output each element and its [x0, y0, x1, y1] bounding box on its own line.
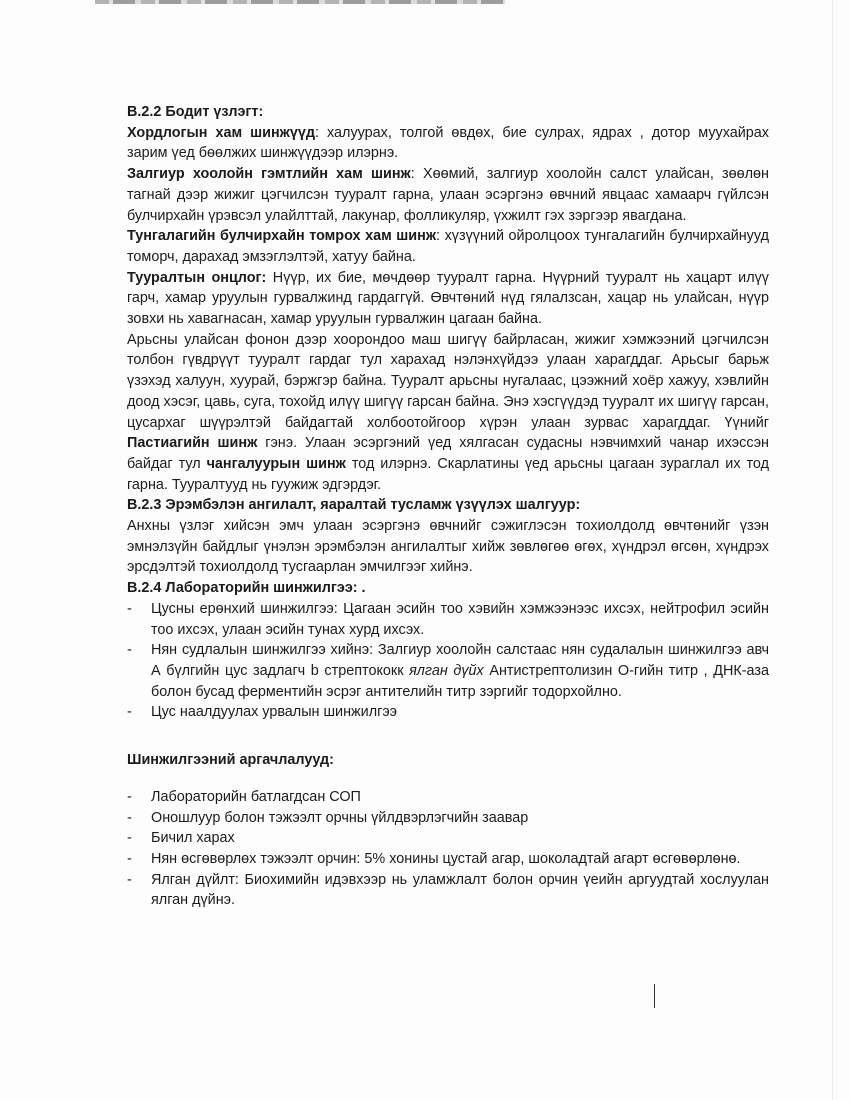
section-heading-b24: В.2.4 Лабораторийн шинжилгээ: .	[127, 580, 366, 597]
term-rash-features: Тууралтын онцлог:	[127, 269, 267, 286]
term-lymph-node: Тунгалагийн булчирхайн томрох хам шинж	[127, 228, 437, 245]
term-pastia-sign: Пастиагийн шинж	[127, 435, 258, 452]
list-item: - Ялган дүйлт: Биохимийн идэвхээр нь уламжлалт болон орчин үеийн аргуудтай хослуулан ялган дүйнэ.	[127, 871, 769, 909]
list-item: - Нян өсгөвөрлөх тэжээлт орчин: 5% хонины цустай агар, шоколадтай агарт өсгөвөрлөнө.	[127, 850, 741, 867]
term-tourniquet-sign: чангалуурын шинж	[206, 455, 346, 472]
paragraph-throat-lesion: Залгиур хоолойн гэмтлийн хам шинж: Хөөмий, залгиур хоолойн салст улайсан, зөөлөн тагнай дээр жижиг цэгчилсэн тууралт гарна, улаан эсэргэнэ өвчний явцаас хамаарч гүйлсэн булчирхайн үрэвсэл улайлттай, лакунар, фолликуляр, үхжилт гэх зэргээр явагдана.	[127, 166, 769, 224]
section-heading-b22: В.2.2 Бодит үзлэгт:	[127, 104, 264, 120]
text-cursor	[654, 984, 655, 1008]
lab-tests-list	[127, 599, 769, 723]
italic-differentiation: ялган дүйх	[409, 662, 484, 679]
spacer	[127, 723, 769, 750]
paragraph-lymph-node: Тунгалагийн булчирхайн томрох хам шинж: хүзүүний ойролцоох тунгалагийн булчирхайнууд томорч, дарахад эмзэглэлтэй, хатуу байна.	[127, 228, 769, 265]
section-heading-methods: Шинжилгээний аргачлалууд:	[127, 752, 334, 769]
paragraph-triage: Анхны үзлэг хийсэн эмч улаан эсэргэнэ өвчнийг сэжиглэсэн тохиолдолд өвчтөнийг үзэн эмнэлзүйн байдлыг үнэлэн эрэмбэлэн ангилалтыг хийж зөвлөгөө өгөх, хүндрэл өгсөн, хүндрэх эрсдэлтэй тохиолдолд тусгаарлан эмчилгээг хийнэ.	[127, 518, 769, 576]
methods-list	[127, 787, 769, 911]
section-heading-b23: В.2.3 Эрэмбэлэн ангилалт, яаралтай тусламж үзүүлэх шалгуур:	[127, 497, 581, 514]
list-item: - Лабораторийн батлагдсан СОП	[127, 788, 361, 805]
list-item: - Оношлуур болон тэжээлт орчны үйлдвэрлэгчийн заавар	[127, 809, 529, 826]
list-item: - Цусны ерөнхий шинжилгээ: Цагаан эсийн тоо хэвийн хэмжээнээс ихсэх, нейтрофил эсийн тоо ихсэх, улаан эсийн тунах хурд ихсэх.	[127, 600, 769, 638]
paragraph-skin-rash: Арьсны улайсан фонон дээр хоорондоо маш шигүү байрласан, жижиг хэмжээний цэгчилсэн толбон гүвдрүүт тууралт гардаг тул харахад нэлэнхүйдээ улаан харагддаг. Арьсыг барьж үзэхэд халуун, хуурай, бэржгэр байна. Тууралт арьсны нугалаас, цээжний хоёр хажуу, хэвлийн доод хэсэг, цавь, суга, тохойд илүү шигүү гарсан байна. Энэ хэсгүүдэд тууралт их шигүү гарсан, цусархаг шүүрэлтэй байдагтай холбоотойгоор хүрэн улаан зурвас харагддаг. Үүнийг Пастиагийн шинж гэнэ. Улаан эсэргэний үед хялгасан судасны нэвчимхий чанар ихэссэн байдаг тул чангалуурын шинж тод илэрнэ. Скарлатины үед арьсны цагаан зураглал их тод гарна. Тууралтууд нь гуужиж эдгэрдэг.	[127, 331, 769, 493]
term-throat-lesion: Залгиур хоолойн гэмтлийн хам шинж	[127, 166, 411, 183]
list-item: - Цус наалдуулах урвалын шинжилгээ	[127, 704, 398, 721]
scan-edge-artifact	[95, 0, 505, 4]
term-toxicity-syndromes: Хордлогын хам шинжүүд	[127, 124, 316, 141]
scan-right-edge	[832, 0, 833, 1100]
spacer	[127, 771, 769, 787]
document-page	[127, 102, 769, 911]
list-item: - Нян судлалын шинжилгээ хийнэ: Залгиур хоолойн салстаас нян судалалын шинжилгээ авч А бүлгийн цус задлагч b стрептококк ялган дүйх Антистрептолизин О-гийн титр , ДНК-аза болон бусад ферментийн эсрэг антителийн титр зэргийг тодорхойлно.	[127, 642, 770, 700]
paragraph-rash-features: Тууралтын онцлог: Нүүр, их бие, мөчдөөр тууралт гарна. Нүүрний тууралт нь хацарт илүү гарч, хамар уруулын гурвалжинд гардаггүй. Өвчтөний нүд гялалзсан, хацар нь улайсан, нүүр зовхи нь хавагнасан, хамар уруулын гурвалжин цагаан байна.	[127, 269, 769, 328]
list-item: - Бичил харах	[127, 830, 235, 847]
paragraph-toxicity-syndromes: Хордлогын хам шинжүүд: халуурах, толгой өвдөх, бие сулрах, ядрах , дотор муухайрах зарим үед бөөлжих шинжүүдээр илэрнэ.	[127, 124, 769, 162]
